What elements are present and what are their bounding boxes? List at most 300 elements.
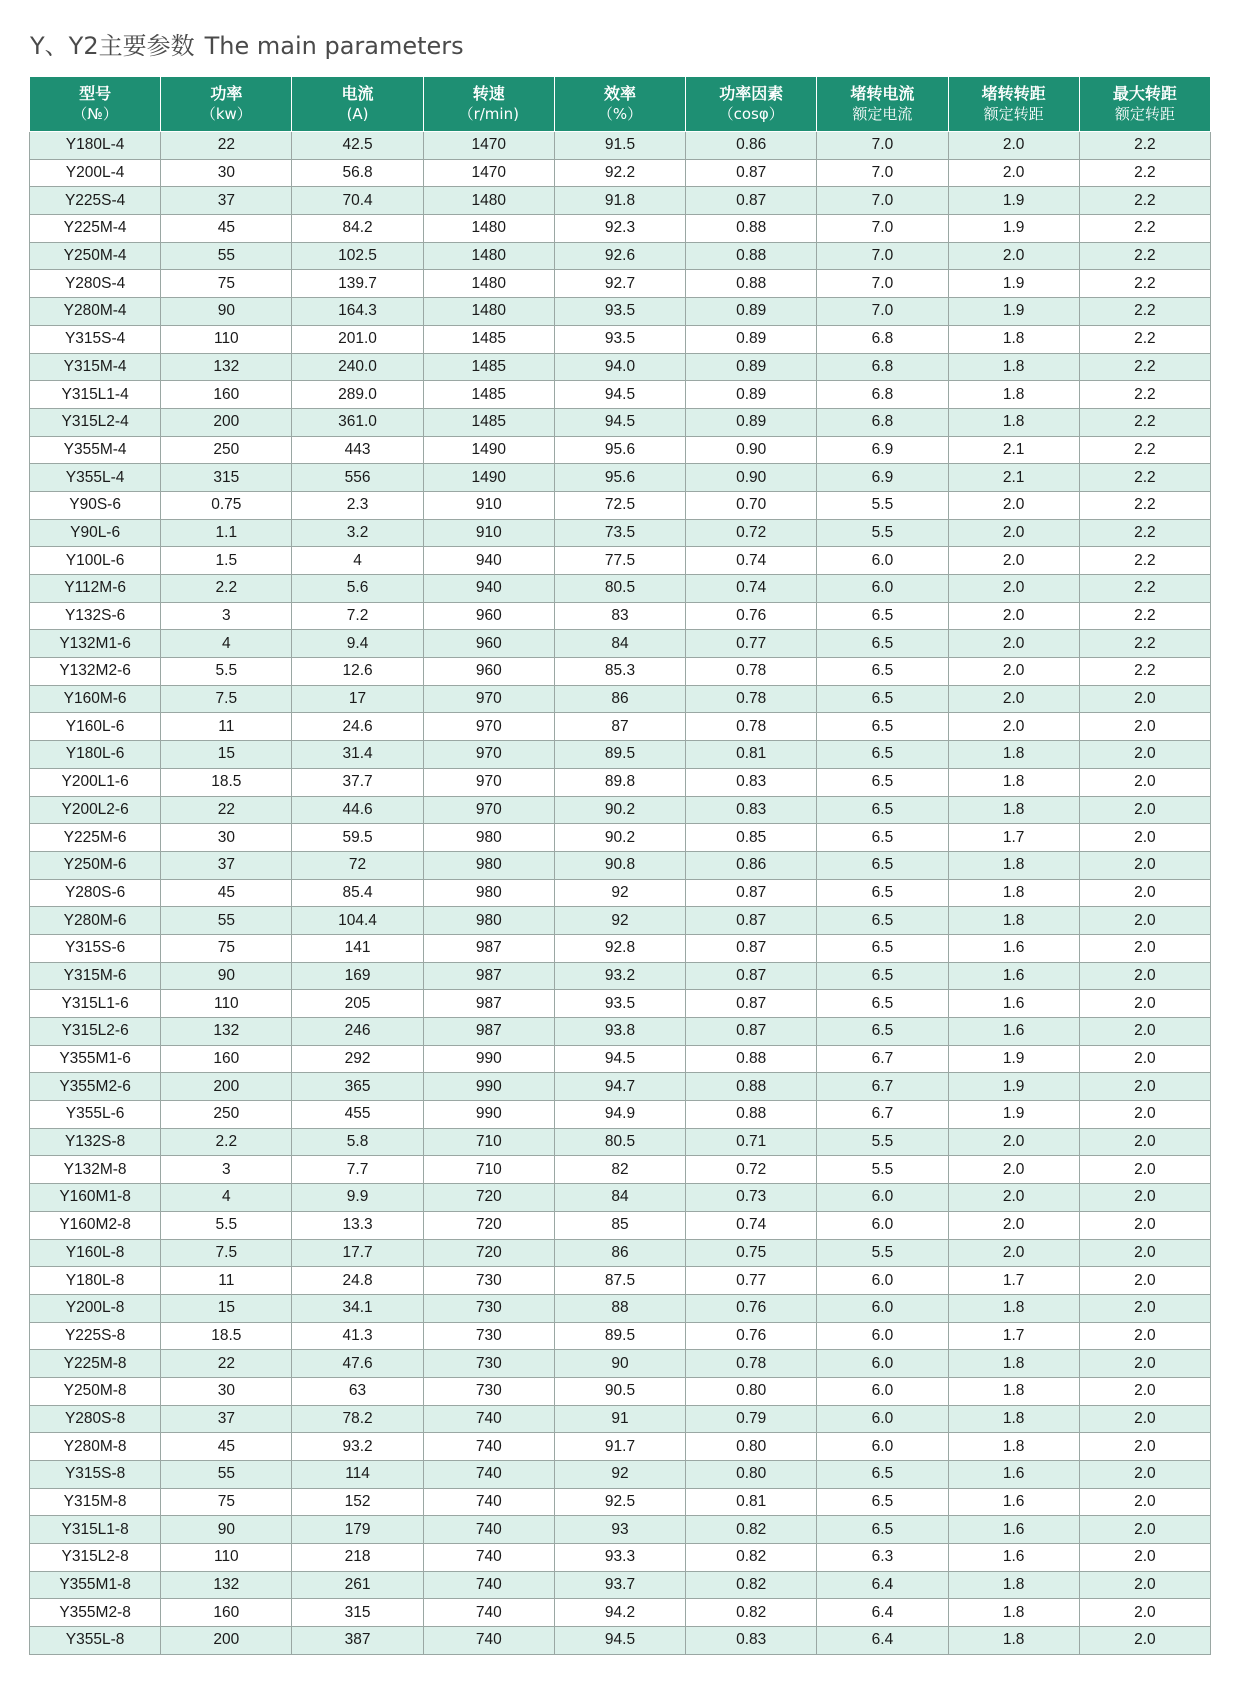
column-header-speed xyxy=(423,77,554,132)
cell-locked-current-ratio: 5.5 xyxy=(817,1128,948,1156)
cell-max-torque-ratio: 2.2 xyxy=(1079,630,1210,658)
cell-power: 110 xyxy=(161,1544,292,1572)
cell-locked-current-ratio: 6.4 xyxy=(817,1599,948,1627)
cell-model: Y355L-8 xyxy=(30,1627,161,1655)
cell-speed: 1485 xyxy=(423,353,554,381)
cell-power-factor: 0.73 xyxy=(686,1184,817,1212)
cell-max-torque-ratio: 2.2 xyxy=(1079,436,1210,464)
cell-speed: 1470 xyxy=(423,132,554,160)
cell-efficiency: 92 xyxy=(554,907,685,935)
cell-locked-torque-ratio: 2.0 xyxy=(948,547,1079,575)
cell-efficiency: 89.5 xyxy=(554,1322,685,1350)
cell-model: Y355M2-8 xyxy=(30,1599,161,1627)
cell-power: 18.5 xyxy=(161,768,292,796)
cell-max-torque-ratio: 2.0 xyxy=(1079,1239,1210,1267)
cell-power: 4 xyxy=(161,1184,292,1212)
cell-locked-torque-ratio: 2.0 xyxy=(948,519,1079,547)
table-row xyxy=(30,1405,1211,1433)
cell-power-factor: 0.76 xyxy=(686,602,817,630)
cell-speed: 1485 xyxy=(423,381,554,409)
cell-locked-current-ratio: 6.0 xyxy=(817,1405,948,1433)
cell-power-factor: 0.88 xyxy=(686,1073,817,1101)
cell-locked-torque-ratio: 1.9 xyxy=(948,1045,1079,1073)
table-row xyxy=(30,187,1211,215)
cell-speed: 970 xyxy=(423,741,554,769)
cell-model: Y112M-6 xyxy=(30,575,161,603)
cell-speed: 740 xyxy=(423,1571,554,1599)
cell-model: Y160M2-8 xyxy=(30,1211,161,1239)
cell-current: 34.1 xyxy=(292,1294,423,1322)
cell-efficiency: 93.3 xyxy=(554,1544,685,1572)
cell-efficiency: 84 xyxy=(554,630,685,658)
cell-current: 42.5 xyxy=(292,132,423,160)
cell-current: 24.8 xyxy=(292,1267,423,1295)
cell-efficiency: 91.8 xyxy=(554,187,685,215)
cell-locked-current-ratio: 6.0 xyxy=(817,547,948,575)
cell-efficiency: 84 xyxy=(554,1184,685,1212)
cell-max-torque-ratio: 2.0 xyxy=(1079,1211,1210,1239)
cell-efficiency: 86 xyxy=(554,1239,685,1267)
cell-locked-current-ratio: 6.5 xyxy=(817,796,948,824)
cell-power-factor: 0.86 xyxy=(686,132,817,160)
cell-efficiency: 92.6 xyxy=(554,242,685,270)
cell-locked-torque-ratio: 1.6 xyxy=(948,1461,1079,1489)
cell-power: 11 xyxy=(161,1267,292,1295)
cell-locked-current-ratio: 6.4 xyxy=(817,1627,948,1655)
cell-locked-torque-ratio: 1.8 xyxy=(948,851,1079,879)
cell-speed: 730 xyxy=(423,1377,554,1405)
cell-max-torque-ratio: 2.0 xyxy=(1079,879,1210,907)
cell-speed: 720 xyxy=(423,1184,554,1212)
cell-speed: 910 xyxy=(423,519,554,547)
cell-max-torque-ratio: 2.0 xyxy=(1079,1322,1210,1350)
cell-model: Y250M-4 xyxy=(30,242,161,270)
cell-model: Y180L-6 xyxy=(30,741,161,769)
cell-efficiency: 93.5 xyxy=(554,325,685,353)
cell-power: 22 xyxy=(161,1350,292,1378)
cell-power-factor: 0.88 xyxy=(686,242,817,270)
cell-power: 0.75 xyxy=(161,491,292,519)
table-row xyxy=(30,1211,1211,1239)
cell-power: 90 xyxy=(161,962,292,990)
cell-locked-current-ratio: 6.8 xyxy=(817,408,948,436)
cell-power: 1.1 xyxy=(161,519,292,547)
cell-efficiency: 87.5 xyxy=(554,1267,685,1295)
cell-model: Y355M2-6 xyxy=(30,1073,161,1101)
table-row xyxy=(30,1461,1211,1489)
cell-power: 3 xyxy=(161,602,292,630)
cell-power: 15 xyxy=(161,741,292,769)
cell-locked-torque-ratio: 1.8 xyxy=(948,768,1079,796)
cell-locked-torque-ratio: 1.8 xyxy=(948,1627,1079,1655)
cell-current: 141 xyxy=(292,934,423,962)
cell-speed: 960 xyxy=(423,602,554,630)
cell-speed: 987 xyxy=(423,1018,554,1046)
cell-speed: 730 xyxy=(423,1322,554,1350)
cell-power: 110 xyxy=(161,325,292,353)
cell-current: 70.4 xyxy=(292,187,423,215)
cell-locked-torque-ratio: 1.6 xyxy=(948,1516,1079,1544)
cell-speed: 740 xyxy=(423,1405,554,1433)
cell-locked-torque-ratio: 2.1 xyxy=(948,464,1079,492)
cell-locked-current-ratio: 7.0 xyxy=(817,159,948,187)
cell-locked-current-ratio: 6.0 xyxy=(817,575,948,603)
cell-current: 9.4 xyxy=(292,630,423,658)
cell-current: 56.8 xyxy=(292,159,423,187)
column-header-power-factor xyxy=(686,77,817,132)
cell-power: 200 xyxy=(161,408,292,436)
page-title-en: The main parameters xyxy=(204,32,464,60)
table-row xyxy=(30,741,1211,769)
cell-current: 5.6 xyxy=(292,575,423,603)
cell-model: Y355M1-8 xyxy=(30,1571,161,1599)
cell-power: 22 xyxy=(161,796,292,824)
table-row xyxy=(30,630,1211,658)
cell-max-torque-ratio: 2.0 xyxy=(1079,741,1210,769)
cell-power: 110 xyxy=(161,990,292,1018)
cell-speed: 1480 xyxy=(423,187,554,215)
cell-locked-current-ratio: 5.5 xyxy=(817,1156,948,1184)
cell-model: Y180L-8 xyxy=(30,1267,161,1295)
cell-current: 387 xyxy=(292,1627,423,1655)
table-row xyxy=(30,215,1211,243)
cell-efficiency: 92.7 xyxy=(554,270,685,298)
cell-speed: 740 xyxy=(423,1627,554,1655)
table-row xyxy=(30,298,1211,326)
cell-locked-torque-ratio: 1.6 xyxy=(948,990,1079,1018)
cell-current: 13.3 xyxy=(292,1211,423,1239)
table-row xyxy=(30,1488,1211,1516)
column-header-label: 转速 xyxy=(472,84,505,103)
column-header-sublabel: （r/min) xyxy=(458,105,519,123)
cell-locked-torque-ratio: 2.0 xyxy=(948,685,1079,713)
table-row xyxy=(30,990,1211,1018)
cell-model: Y315L1-8 xyxy=(30,1516,161,1544)
cell-power-factor: 0.87 xyxy=(686,907,817,935)
cell-power: 132 xyxy=(161,1018,292,1046)
cell-power-factor: 0.83 xyxy=(686,796,817,824)
cell-max-torque-ratio: 2.0 xyxy=(1079,1294,1210,1322)
cell-efficiency: 86 xyxy=(554,685,685,713)
cell-power: 30 xyxy=(161,159,292,187)
cell-model: Y132M1-6 xyxy=(30,630,161,658)
cell-locked-current-ratio: 7.0 xyxy=(817,132,948,160)
cell-locked-torque-ratio: 1.9 xyxy=(948,270,1079,298)
cell-locked-current-ratio: 6.7 xyxy=(817,1045,948,1073)
cell-locked-current-ratio: 6.5 xyxy=(817,1018,948,1046)
cell-efficiency: 92 xyxy=(554,1461,685,1489)
cell-model: Y280M-8 xyxy=(30,1433,161,1461)
column-header-sublabel: 额定电流 xyxy=(852,105,913,123)
cell-power-factor: 0.75 xyxy=(686,1239,817,1267)
cell-model: Y315S-8 xyxy=(30,1461,161,1489)
table-row xyxy=(30,962,1211,990)
cell-current: 102.5 xyxy=(292,242,423,270)
cell-current: 9.9 xyxy=(292,1184,423,1212)
cell-speed: 990 xyxy=(423,1101,554,1129)
cell-current: 169 xyxy=(292,962,423,990)
cell-locked-torque-ratio: 2.0 xyxy=(948,1156,1079,1184)
cell-efficiency: 94.9 xyxy=(554,1101,685,1129)
cell-locked-torque-ratio: 2.1 xyxy=(948,436,1079,464)
cell-efficiency: 91 xyxy=(554,1405,685,1433)
cell-power-factor: 0.70 xyxy=(686,491,817,519)
table-row xyxy=(30,1322,1211,1350)
table-row xyxy=(30,1627,1211,1655)
cell-locked-current-ratio: 6.5 xyxy=(817,685,948,713)
table-row xyxy=(30,159,1211,187)
table-row xyxy=(30,1516,1211,1544)
cell-locked-torque-ratio: 1.8 xyxy=(948,1294,1079,1322)
cell-speed: 740 xyxy=(423,1599,554,1627)
cell-locked-current-ratio: 6.5 xyxy=(817,658,948,686)
cell-efficiency: 73.5 xyxy=(554,519,685,547)
cell-power-factor: 0.81 xyxy=(686,1488,817,1516)
cell-locked-torque-ratio: 1.8 xyxy=(948,741,1079,769)
cell-power-factor: 0.89 xyxy=(686,381,817,409)
table-row xyxy=(30,519,1211,547)
cell-efficiency: 92.2 xyxy=(554,159,685,187)
cell-power: 30 xyxy=(161,1377,292,1405)
cell-locked-torque-ratio: 1.6 xyxy=(948,1544,1079,1572)
cell-speed: 960 xyxy=(423,630,554,658)
cell-power-factor: 0.82 xyxy=(686,1544,817,1572)
cell-speed: 710 xyxy=(423,1128,554,1156)
table-row xyxy=(30,1571,1211,1599)
cell-current: 205 xyxy=(292,990,423,1018)
cell-power-factor: 0.74 xyxy=(686,1211,817,1239)
cell-locked-torque-ratio: 1.8 xyxy=(948,907,1079,935)
table-row xyxy=(30,1350,1211,1378)
cell-model: Y160L-8 xyxy=(30,1239,161,1267)
cell-power-factor: 0.83 xyxy=(686,1627,817,1655)
table-row xyxy=(30,685,1211,713)
cell-locked-torque-ratio: 1.8 xyxy=(948,381,1079,409)
column-header-sublabel: （№） xyxy=(72,105,118,123)
cell-locked-current-ratio: 6.5 xyxy=(817,1488,948,1516)
cell-locked-current-ratio: 6.5 xyxy=(817,962,948,990)
cell-speed: 740 xyxy=(423,1433,554,1461)
cell-max-torque-ratio: 2.2 xyxy=(1079,658,1210,686)
cell-efficiency: 92.3 xyxy=(554,215,685,243)
table-row xyxy=(30,796,1211,824)
cell-locked-current-ratio: 6.0 xyxy=(817,1294,948,1322)
cell-power-factor: 0.89 xyxy=(686,298,817,326)
table-body xyxy=(30,132,1211,1655)
table-row xyxy=(30,602,1211,630)
cell-efficiency: 93.2 xyxy=(554,962,685,990)
table-row xyxy=(30,353,1211,381)
cell-current: 41.3 xyxy=(292,1322,423,1350)
cell-power: 2.2 xyxy=(161,1128,292,1156)
cell-speed: 730 xyxy=(423,1294,554,1322)
cell-max-torque-ratio: 2.0 xyxy=(1079,934,1210,962)
cell-locked-current-ratio: 6.5 xyxy=(817,851,948,879)
cell-speed: 980 xyxy=(423,879,554,907)
cell-current: 93.2 xyxy=(292,1433,423,1461)
cell-power-factor: 0.72 xyxy=(686,519,817,547)
cell-efficiency: 92.5 xyxy=(554,1488,685,1516)
cell-model: Y315S-4 xyxy=(30,325,161,353)
table-row xyxy=(30,851,1211,879)
column-header-label: 效率 xyxy=(603,84,636,103)
cell-power: 18.5 xyxy=(161,1322,292,1350)
cell-power: 7.5 xyxy=(161,1239,292,1267)
cell-efficiency: 90.2 xyxy=(554,796,685,824)
column-header-current xyxy=(292,77,423,132)
cell-max-torque-ratio: 2.0 xyxy=(1079,1627,1210,1655)
cell-model: Y280M-4 xyxy=(30,298,161,326)
cell-speed: 1480 xyxy=(423,270,554,298)
cell-speed: 970 xyxy=(423,685,554,713)
cell-locked-current-ratio: 6.5 xyxy=(817,1516,948,1544)
cell-speed: 960 xyxy=(423,658,554,686)
cell-power-factor: 0.78 xyxy=(686,1350,817,1378)
page-title-zh: Y、Y2主要参数 xyxy=(30,32,195,60)
cell-model: Y280S-4 xyxy=(30,270,161,298)
cell-power-factor: 0.74 xyxy=(686,547,817,575)
cell-max-torque-ratio: 2.0 xyxy=(1079,1045,1210,1073)
cell-power-factor: 0.89 xyxy=(686,353,817,381)
cell-power-factor: 0.71 xyxy=(686,1128,817,1156)
cell-model: Y132S-8 xyxy=(30,1128,161,1156)
cell-efficiency: 92.8 xyxy=(554,934,685,962)
cell-speed: 990 xyxy=(423,1045,554,1073)
cell-current: 201.0 xyxy=(292,325,423,353)
cell-model: Y225S-4 xyxy=(30,187,161,215)
table-row xyxy=(30,658,1211,686)
table-row xyxy=(30,907,1211,935)
cell-current: 47.6 xyxy=(292,1350,423,1378)
cell-power: 160 xyxy=(161,1599,292,1627)
cell-max-torque-ratio: 2.0 xyxy=(1079,851,1210,879)
cell-power-factor: 0.88 xyxy=(686,1045,817,1073)
cell-power: 4 xyxy=(161,630,292,658)
cell-speed: 980 xyxy=(423,907,554,935)
cell-locked-current-ratio: 6.5 xyxy=(817,602,948,630)
cell-max-torque-ratio: 2.0 xyxy=(1079,1377,1210,1405)
cell-speed: 990 xyxy=(423,1073,554,1101)
cell-max-torque-ratio: 2.0 xyxy=(1079,1184,1210,1212)
table-row xyxy=(30,1267,1211,1295)
cell-power: 90 xyxy=(161,1516,292,1544)
cell-max-torque-ratio: 2.0 xyxy=(1079,990,1210,1018)
cell-model: Y225M-4 xyxy=(30,215,161,243)
cell-power-factor: 0.81 xyxy=(686,741,817,769)
cell-model: Y90S-6 xyxy=(30,491,161,519)
cell-max-torque-ratio: 2.0 xyxy=(1079,1433,1210,1461)
cell-power: 37 xyxy=(161,851,292,879)
table-row xyxy=(30,1544,1211,1572)
cell-efficiency: 93.8 xyxy=(554,1018,685,1046)
cell-locked-torque-ratio: 1.8 xyxy=(948,1377,1079,1405)
cell-current: 2.3 xyxy=(292,491,423,519)
column-header-label: 电流 xyxy=(341,84,374,103)
column-header-efficiency xyxy=(554,77,685,132)
cell-power-factor: 0.72 xyxy=(686,1156,817,1184)
cell-current: 240.0 xyxy=(292,353,423,381)
cell-locked-torque-ratio: 1.9 xyxy=(948,298,1079,326)
cell-current: 152 xyxy=(292,1488,423,1516)
cell-locked-torque-ratio: 2.0 xyxy=(948,575,1079,603)
cell-locked-torque-ratio: 2.0 xyxy=(948,242,1079,270)
cell-efficiency: 93 xyxy=(554,1516,685,1544)
column-header-sublabel: 额定转距 xyxy=(1114,105,1175,123)
cell-power: 250 xyxy=(161,436,292,464)
cell-power: 75 xyxy=(161,1488,292,1516)
cell-locked-current-ratio: 6.0 xyxy=(817,1350,948,1378)
cell-max-torque-ratio: 2.0 xyxy=(1079,1073,1210,1101)
cell-speed: 740 xyxy=(423,1461,554,1489)
cell-locked-current-ratio: 6.0 xyxy=(817,1322,948,1350)
cell-power: 2.2 xyxy=(161,575,292,603)
cell-locked-torque-ratio: 2.0 xyxy=(948,1211,1079,1239)
cell-model: Y132M2-6 xyxy=(30,658,161,686)
cell-current: 556 xyxy=(292,464,423,492)
cell-model: Y200L-8 xyxy=(30,1294,161,1322)
cell-locked-current-ratio: 6.4 xyxy=(817,1571,948,1599)
table-row xyxy=(30,934,1211,962)
cell-model: Y132M-8 xyxy=(30,1156,161,1184)
column-header-label: 型号 xyxy=(79,84,112,103)
cell-max-torque-ratio: 2.0 xyxy=(1079,1516,1210,1544)
table-row xyxy=(30,1101,1211,1129)
cell-model: Y315L1-4 xyxy=(30,381,161,409)
cell-current: 44.6 xyxy=(292,796,423,824)
cell-max-torque-ratio: 2.0 xyxy=(1079,1101,1210,1129)
cell-speed: 1485 xyxy=(423,408,554,436)
cell-locked-current-ratio: 6.9 xyxy=(817,464,948,492)
cell-efficiency: 83 xyxy=(554,602,685,630)
cell-locked-torque-ratio: 1.9 xyxy=(948,187,1079,215)
cell-power-factor: 0.80 xyxy=(686,1461,817,1489)
cell-locked-torque-ratio: 2.0 xyxy=(948,713,1079,741)
cell-model: Y160M-6 xyxy=(30,685,161,713)
cell-current: 7.7 xyxy=(292,1156,423,1184)
parameters-table xyxy=(29,76,1211,1655)
cell-power-factor: 0.87 xyxy=(686,990,817,1018)
column-header-max-torque-ratio xyxy=(1079,77,1210,132)
cell-efficiency: 82 xyxy=(554,1156,685,1184)
cell-power: 55 xyxy=(161,907,292,935)
cell-max-torque-ratio: 2.0 xyxy=(1079,962,1210,990)
table-header xyxy=(30,77,1211,132)
table-row xyxy=(30,381,1211,409)
cell-efficiency: 94.2 xyxy=(554,1599,685,1627)
cell-current: 78.2 xyxy=(292,1405,423,1433)
table-row xyxy=(30,1599,1211,1627)
cell-max-torque-ratio: 2.2 xyxy=(1079,159,1210,187)
cell-locked-torque-ratio: 1.7 xyxy=(948,1322,1079,1350)
cell-power-factor: 0.87 xyxy=(686,1018,817,1046)
cell-efficiency: 90.5 xyxy=(554,1377,685,1405)
cell-locked-current-ratio: 7.0 xyxy=(817,187,948,215)
cell-current: 84.2 xyxy=(292,215,423,243)
cell-model: Y315M-4 xyxy=(30,353,161,381)
cell-locked-current-ratio: 6.7 xyxy=(817,1073,948,1101)
column-header-locked-current-ratio xyxy=(817,77,948,132)
cell-current: 455 xyxy=(292,1101,423,1129)
cell-locked-current-ratio: 6.5 xyxy=(817,990,948,1018)
cell-locked-torque-ratio: 1.6 xyxy=(948,934,1079,962)
cell-locked-torque-ratio: 1.8 xyxy=(948,325,1079,353)
cell-locked-current-ratio: 6.9 xyxy=(817,436,948,464)
cell-power-factor: 0.90 xyxy=(686,436,817,464)
cell-model: Y315L2-6 xyxy=(30,1018,161,1046)
cell-current: 85.4 xyxy=(292,879,423,907)
cell-efficiency: 94.5 xyxy=(554,408,685,436)
cell-power: 250 xyxy=(161,1101,292,1129)
